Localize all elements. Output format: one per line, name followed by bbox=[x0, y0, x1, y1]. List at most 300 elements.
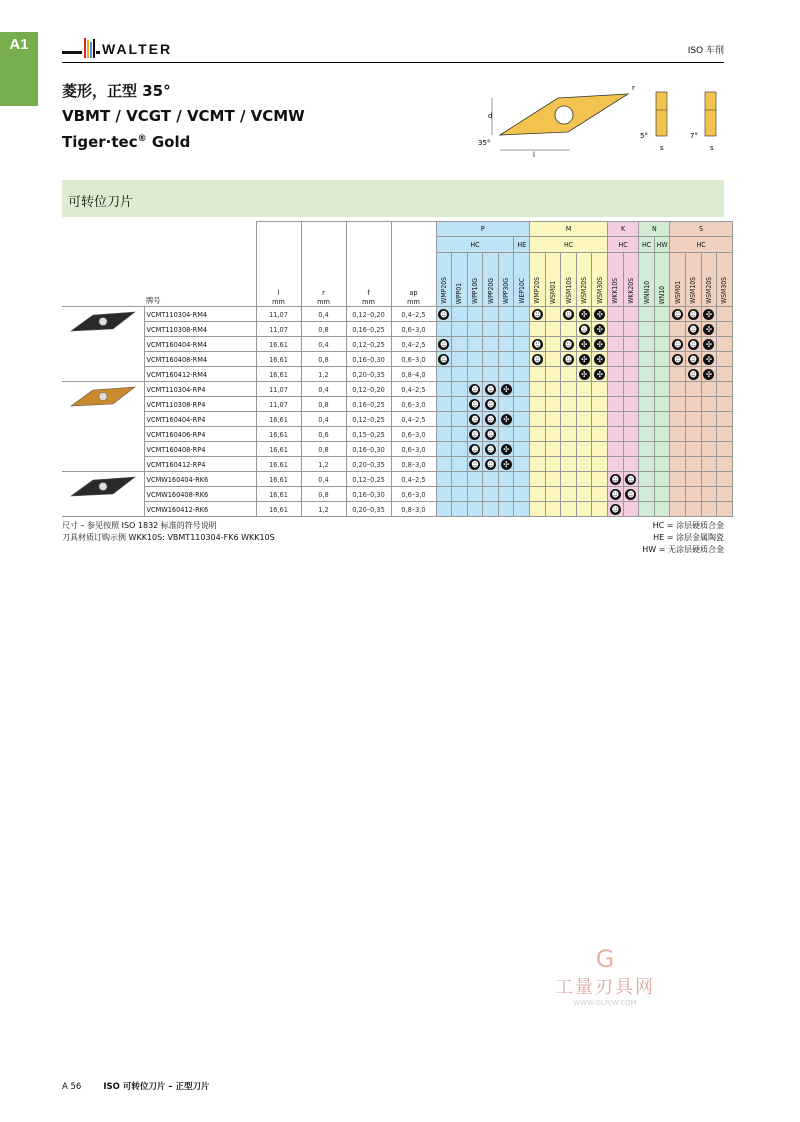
extended-application-icon: ✣ bbox=[703, 324, 714, 335]
grade-cell bbox=[701, 322, 717, 337]
grade-cell bbox=[576, 307, 592, 322]
grade-cell bbox=[670, 457, 686, 472]
dim-ap-cell: 0,4–2,5 bbox=[391, 307, 436, 322]
main-application-icon: ☻ bbox=[471, 399, 479, 409]
grade-cell bbox=[717, 307, 733, 322]
page-footer bbox=[62, 1080, 209, 1092]
main-application-icon: ☻ bbox=[611, 504, 620, 514]
section-tab-label: A1 bbox=[9, 36, 29, 53]
grade-cell bbox=[576, 412, 592, 427]
grade-cell bbox=[701, 502, 717, 517]
grade-cell bbox=[717, 457, 733, 472]
dim-header bbox=[301, 222, 346, 307]
grade-cell bbox=[717, 382, 733, 397]
grade-cell bbox=[530, 367, 546, 382]
grade-cell bbox=[639, 382, 655, 397]
table-row bbox=[62, 307, 732, 322]
main-application-icon: ☻ bbox=[689, 324, 698, 334]
dim-f-cell: 0,16–0,30 bbox=[346, 442, 391, 457]
dim-l-cell: 16,61 bbox=[256, 412, 301, 427]
table-row bbox=[62, 442, 732, 457]
grade-cell bbox=[530, 322, 546, 337]
dim-symbol: l bbox=[277, 288, 280, 297]
grade-cell bbox=[561, 502, 577, 517]
grade-cell bbox=[436, 307, 452, 322]
grade-cell bbox=[530, 412, 546, 427]
grade-cell bbox=[483, 427, 499, 442]
dim-r-cell: 0,6 bbox=[301, 427, 346, 442]
main-application-icon: ☻ bbox=[673, 354, 682, 364]
grade-name: WSM01 bbox=[548, 281, 557, 304]
grade-cell bbox=[436, 502, 452, 517]
grade-cell bbox=[686, 367, 702, 382]
main-application-icon: ☻ bbox=[486, 399, 495, 409]
grade-cell bbox=[608, 337, 624, 352]
table-row bbox=[62, 502, 732, 517]
grade-cell bbox=[592, 307, 608, 322]
designation-label: 牌号 bbox=[146, 296, 161, 305]
product-line-name: Tiger·tec bbox=[62, 133, 138, 151]
grade-cell bbox=[701, 412, 717, 427]
grade-cell bbox=[483, 307, 499, 322]
grade-cell bbox=[514, 397, 530, 412]
dim-r-cell: 0,8 bbox=[301, 352, 346, 367]
grade-cell bbox=[701, 307, 717, 322]
grade-cell bbox=[545, 472, 561, 487]
grade-cell bbox=[670, 397, 686, 412]
dim-header bbox=[346, 222, 391, 307]
grade-name: WSM10S bbox=[689, 277, 698, 304]
grade-header bbox=[436, 252, 452, 306]
designation-cell: VCMT160408-RP4 bbox=[144, 442, 256, 457]
label-r: r bbox=[632, 84, 635, 92]
dim-r-cell: 0,8 bbox=[301, 442, 346, 457]
grade-cell bbox=[686, 502, 702, 517]
grade-cell bbox=[639, 352, 655, 367]
main-application-icon: ☻ bbox=[533, 339, 542, 349]
grade-cell bbox=[701, 442, 717, 457]
dim-r-cell: 0,4 bbox=[301, 307, 346, 322]
dim-l-cell: 11,07 bbox=[256, 307, 301, 322]
grade-cell bbox=[592, 382, 608, 397]
grade-cell bbox=[670, 487, 686, 502]
grade-cell bbox=[561, 322, 577, 337]
watermark bbox=[540, 945, 670, 1015]
main-application-icon: ☻ bbox=[611, 474, 620, 484]
grade-cell bbox=[592, 322, 608, 337]
grade-cell bbox=[608, 352, 624, 367]
main-application-icon: ☻ bbox=[673, 339, 682, 349]
grade-cell bbox=[623, 337, 639, 352]
grade-cell bbox=[561, 412, 577, 427]
coating-group: HC bbox=[530, 237, 608, 252]
grade-cell bbox=[623, 457, 639, 472]
designation-cell: VCMT160404-RM4 bbox=[144, 337, 256, 352]
grade-cell bbox=[623, 487, 639, 502]
dim-f-cell: 0,12–0,20 bbox=[346, 307, 391, 322]
grade-cell bbox=[530, 307, 546, 322]
grade-cell bbox=[592, 367, 608, 382]
grade-cell bbox=[436, 382, 452, 397]
extended-application-icon: ✣ bbox=[579, 369, 590, 380]
grade-header bbox=[717, 252, 733, 306]
main-application-icon: ☻ bbox=[486, 459, 495, 469]
product-line bbox=[62, 133, 190, 151]
grade-cell bbox=[561, 367, 577, 382]
grade-header bbox=[670, 252, 686, 306]
designation-cell: VCMW160408-RK6 bbox=[144, 487, 256, 502]
designation-cell: VCMT110308-RM4 bbox=[144, 322, 256, 337]
grade-name: WSM01 bbox=[673, 281, 682, 304]
grade-header bbox=[623, 252, 639, 306]
extended-application-icon: ✣ bbox=[579, 339, 590, 350]
insert-table bbox=[62, 221, 733, 517]
grade-cell bbox=[701, 337, 717, 352]
grade-cell bbox=[514, 472, 530, 487]
grade-cell bbox=[530, 382, 546, 397]
grade-cell bbox=[498, 472, 514, 487]
watermark-text: 工量刃具网 bbox=[555, 977, 655, 998]
grade-cell bbox=[530, 427, 546, 442]
dim-unit: mm bbox=[407, 297, 420, 306]
grade-cell bbox=[686, 337, 702, 352]
insert-rk6-image bbox=[62, 472, 144, 517]
grade-cell bbox=[639, 337, 655, 352]
grade-name: WSM30S bbox=[595, 277, 604, 304]
grade-cell bbox=[701, 397, 717, 412]
coating-group: HW bbox=[654, 237, 670, 252]
dim-f-cell: 0,16–0,25 bbox=[346, 322, 391, 337]
grade-cell bbox=[561, 307, 577, 322]
grade-cell bbox=[686, 307, 702, 322]
main-application-icon: ☻ bbox=[471, 459, 479, 469]
grade-cell bbox=[608, 307, 624, 322]
grade-cell bbox=[623, 427, 639, 442]
grade-cell bbox=[530, 487, 546, 502]
label-l: l bbox=[533, 151, 535, 159]
grade-cell bbox=[717, 322, 733, 337]
grade-cell bbox=[670, 367, 686, 382]
grade-cell bbox=[717, 427, 733, 442]
grade-cell bbox=[608, 427, 624, 442]
grade-cell bbox=[623, 367, 639, 382]
grade-cell bbox=[498, 322, 514, 337]
grade-cell bbox=[467, 322, 483, 337]
grade-cell bbox=[436, 442, 452, 457]
grade-cell bbox=[467, 502, 483, 517]
grade-cell bbox=[545, 427, 561, 442]
grade-header bbox=[592, 252, 608, 306]
dim-r-cell: 0,4 bbox=[301, 472, 346, 487]
grade-cell bbox=[514, 412, 530, 427]
grade-cell bbox=[483, 457, 499, 472]
header-category: ISO 车削 bbox=[687, 46, 724, 56]
label-7deg: 7° bbox=[690, 132, 698, 140]
grade-cell bbox=[608, 502, 624, 517]
grade-cell bbox=[670, 442, 686, 457]
grade-header bbox=[467, 252, 483, 306]
grade-cell bbox=[483, 442, 499, 457]
grade-cell bbox=[686, 382, 702, 397]
grade-cell bbox=[717, 337, 733, 352]
dim-l-cell: 16,61 bbox=[256, 367, 301, 382]
grade-cell bbox=[514, 382, 530, 397]
grade-cell bbox=[498, 412, 514, 427]
grade-cell bbox=[561, 457, 577, 472]
main-application-icon: ☻ bbox=[564, 354, 573, 364]
dim-symbol: ap bbox=[409, 288, 418, 297]
grade-cell bbox=[686, 412, 702, 427]
grade-cell bbox=[608, 457, 624, 472]
grade-cell bbox=[701, 382, 717, 397]
grade-cell bbox=[498, 337, 514, 352]
table-row bbox=[62, 367, 732, 382]
footer-title: ISO 可转位刀片 – 正型刀片 bbox=[103, 1082, 210, 1092]
grade-cell bbox=[498, 442, 514, 457]
designation-header bbox=[62, 222, 256, 307]
grade-cell bbox=[467, 472, 483, 487]
material-group-p: P bbox=[436, 222, 530, 237]
grade-name: WMP20S bbox=[533, 277, 542, 304]
grade-cell bbox=[436, 412, 452, 427]
coating-group: HC bbox=[670, 237, 732, 252]
grade-name: WKK20S bbox=[626, 278, 635, 304]
grade-cell bbox=[654, 337, 670, 352]
grade-cell bbox=[514, 307, 530, 322]
grade-cell bbox=[576, 367, 592, 382]
grade-cell bbox=[717, 487, 733, 502]
main-application-icon: ☻ bbox=[471, 444, 479, 454]
grade-cell bbox=[686, 472, 702, 487]
grade-cell bbox=[639, 397, 655, 412]
grade-cell bbox=[592, 337, 608, 352]
dim-f-cell: 0,15–0,25 bbox=[346, 427, 391, 442]
grade-cell bbox=[483, 322, 499, 337]
grade-cell bbox=[483, 367, 499, 382]
coating-group: HC bbox=[639, 237, 655, 252]
extended-application-icon: ✣ bbox=[594, 324, 605, 335]
grade-cell bbox=[561, 472, 577, 487]
grade-cell bbox=[576, 382, 592, 397]
grade-cell bbox=[623, 307, 639, 322]
material-group-n: N bbox=[639, 222, 670, 237]
grade-cell bbox=[514, 487, 530, 502]
dim-f-cell: 0,12–0,25 bbox=[346, 337, 391, 352]
grade-cell bbox=[623, 442, 639, 457]
grade-cell bbox=[717, 442, 733, 457]
grade-cell bbox=[483, 487, 499, 502]
legend-hc: HC = 涂层硬质合金 bbox=[652, 521, 724, 530]
grade-header bbox=[498, 252, 514, 306]
designation-cell: VCMT160406-RP4 bbox=[144, 427, 256, 442]
grade-cell bbox=[467, 427, 483, 442]
grade-cell bbox=[654, 427, 670, 442]
dim-f-cell: 0,16–0,30 bbox=[346, 352, 391, 367]
watermark-mark: G bbox=[595, 945, 615, 973]
grade-cell bbox=[717, 502, 733, 517]
grade-cell bbox=[514, 367, 530, 382]
main-application-icon: ☻ bbox=[440, 309, 448, 319]
label-s1: s bbox=[660, 144, 664, 152]
grade-cell bbox=[514, 457, 530, 472]
header-rule bbox=[62, 62, 724, 63]
dim-f-cell: 0,12–0,25 bbox=[346, 472, 391, 487]
registered-mark: ® bbox=[137, 134, 147, 144]
footnote-dimensions: 尺寸 – 参见按照 ISO 1832 标准的符号说明 bbox=[62, 521, 217, 530]
legend-he: HE = 涂层金属陶瓷 bbox=[653, 533, 724, 542]
dim-header bbox=[256, 222, 301, 307]
extended-application-icon: ✣ bbox=[703, 369, 714, 380]
main-application-icon: ☻ bbox=[580, 324, 588, 334]
grade-cell bbox=[498, 367, 514, 382]
grade-header bbox=[452, 252, 468, 306]
grade-cell bbox=[530, 472, 546, 487]
grade-cell bbox=[514, 322, 530, 337]
grade-cell bbox=[639, 307, 655, 322]
grade-cell bbox=[654, 412, 670, 427]
dim-l-cell: 16,61 bbox=[256, 427, 301, 442]
section-tab bbox=[0, 32, 38, 106]
grade-cell bbox=[561, 487, 577, 502]
grade-cell bbox=[654, 352, 670, 367]
grade-cell bbox=[670, 322, 686, 337]
grade-cell bbox=[670, 382, 686, 397]
grade-cell bbox=[545, 352, 561, 367]
designation-cell: VCMT110304-RP4 bbox=[144, 382, 256, 397]
main-application-icon: ☻ bbox=[533, 309, 542, 319]
dim-l-cell: 11,07 bbox=[256, 382, 301, 397]
grade-cell bbox=[608, 412, 624, 427]
grade-cell bbox=[654, 322, 670, 337]
grade-cell bbox=[639, 457, 655, 472]
grade-cell bbox=[701, 487, 717, 502]
grade-cell bbox=[717, 397, 733, 412]
dim-f-cell: 0,12–0,20 bbox=[346, 382, 391, 397]
grade-cell bbox=[654, 502, 670, 517]
grade-cell bbox=[576, 322, 592, 337]
legend-hw: HW = 无涂层硬质合金 bbox=[642, 545, 724, 554]
grade-cell bbox=[654, 457, 670, 472]
dim-r-cell: 0,8 bbox=[301, 487, 346, 502]
grade-cell bbox=[498, 487, 514, 502]
dim-ap-cell: 0,8–4,0 bbox=[391, 367, 436, 382]
grade-cell bbox=[592, 397, 608, 412]
grade-cell bbox=[452, 502, 468, 517]
main-application-icon: ☻ bbox=[533, 354, 542, 364]
section-title: 可转位刀片 bbox=[68, 195, 134, 210]
table-row bbox=[62, 322, 732, 337]
grade-header bbox=[608, 252, 624, 306]
grade-header bbox=[545, 252, 561, 306]
grade-cell bbox=[545, 487, 561, 502]
grade-cell bbox=[592, 427, 608, 442]
main-application-icon: ☻ bbox=[689, 309, 698, 319]
material-group-k: K bbox=[608, 222, 639, 237]
grade-cell bbox=[514, 427, 530, 442]
dim-ap-cell: 0,6–3,0 bbox=[391, 442, 436, 457]
dim-ap-cell: 0,8–3,0 bbox=[391, 502, 436, 517]
grade-cell bbox=[514, 352, 530, 367]
grade-cell bbox=[514, 337, 530, 352]
grade-cell bbox=[576, 442, 592, 457]
designation-cell: VCMW160412-RK6 bbox=[144, 502, 256, 517]
dim-r-cell: 0,4 bbox=[301, 382, 346, 397]
grade-cell bbox=[561, 442, 577, 457]
extended-application-icon: ✣ bbox=[594, 369, 605, 380]
grade-cell bbox=[530, 442, 546, 457]
dim-symbol: f bbox=[367, 288, 370, 297]
grade-cell bbox=[592, 457, 608, 472]
grade-cell bbox=[576, 472, 592, 487]
table-row bbox=[62, 337, 732, 352]
grade-cell bbox=[436, 472, 452, 487]
dim-l-cell: 16,61 bbox=[256, 337, 301, 352]
grade-cell bbox=[670, 427, 686, 442]
grade-cell bbox=[670, 472, 686, 487]
dim-ap-cell: 0,4–2,5 bbox=[391, 472, 436, 487]
grade-cell bbox=[498, 427, 514, 442]
grade-cell bbox=[452, 322, 468, 337]
table-row bbox=[62, 352, 732, 367]
main-application-icon: ☻ bbox=[564, 309, 573, 319]
table-row bbox=[62, 472, 732, 487]
grade-cell bbox=[483, 472, 499, 487]
grade-header bbox=[483, 252, 499, 306]
grade-cell bbox=[576, 427, 592, 442]
dim-ap-cell: 0,8–3,0 bbox=[391, 457, 436, 472]
dim-ap-cell: 0,6–3,0 bbox=[391, 397, 436, 412]
main-application-icon: ☻ bbox=[673, 309, 682, 319]
grade-cell bbox=[545, 367, 561, 382]
label-angle: 35° bbox=[478, 139, 491, 147]
dim-ap-cell: 0,4–2,5 bbox=[391, 412, 436, 427]
designation-cell: VCMW160404-RK6 bbox=[144, 472, 256, 487]
grade-cell bbox=[654, 442, 670, 457]
main-application-icon: ☻ bbox=[689, 339, 698, 349]
grade-name: WEP10C bbox=[517, 278, 526, 304]
grade-cell bbox=[592, 412, 608, 427]
grade-header bbox=[701, 252, 717, 306]
grade-cell bbox=[483, 352, 499, 367]
dim-f-cell: 0,20–0,35 bbox=[346, 502, 391, 517]
grade-cell bbox=[545, 397, 561, 412]
grade-cell bbox=[498, 502, 514, 517]
dim-f-cell: 0,16–0,25 bbox=[346, 397, 391, 412]
grade-cell bbox=[701, 352, 717, 367]
table-row bbox=[62, 397, 732, 412]
label-5deg: 5° bbox=[640, 132, 648, 140]
grade-name: WPP01 bbox=[455, 282, 464, 304]
grade-cell bbox=[545, 442, 561, 457]
grade-name: WSM20S bbox=[580, 277, 589, 304]
grade-cell bbox=[639, 487, 655, 502]
grade-cell bbox=[452, 337, 468, 352]
main-application-icon: ☻ bbox=[689, 354, 698, 364]
main-application-icon: ☻ bbox=[471, 384, 479, 394]
grade-cell bbox=[467, 397, 483, 412]
grade-cell bbox=[654, 487, 670, 502]
grade-cell bbox=[686, 322, 702, 337]
grade-cell bbox=[498, 457, 514, 472]
grade-cell bbox=[545, 307, 561, 322]
dim-f-cell: 0,16–0,30 bbox=[346, 487, 391, 502]
extended-application-icon: ✣ bbox=[594, 339, 605, 350]
grade-cell bbox=[639, 322, 655, 337]
grade-name: WNN10 bbox=[642, 281, 651, 304]
dim-l-cell: 16,61 bbox=[256, 352, 301, 367]
main-application-icon: ☻ bbox=[486, 384, 495, 394]
designation-cell: VCMT110308-RP4 bbox=[144, 397, 256, 412]
